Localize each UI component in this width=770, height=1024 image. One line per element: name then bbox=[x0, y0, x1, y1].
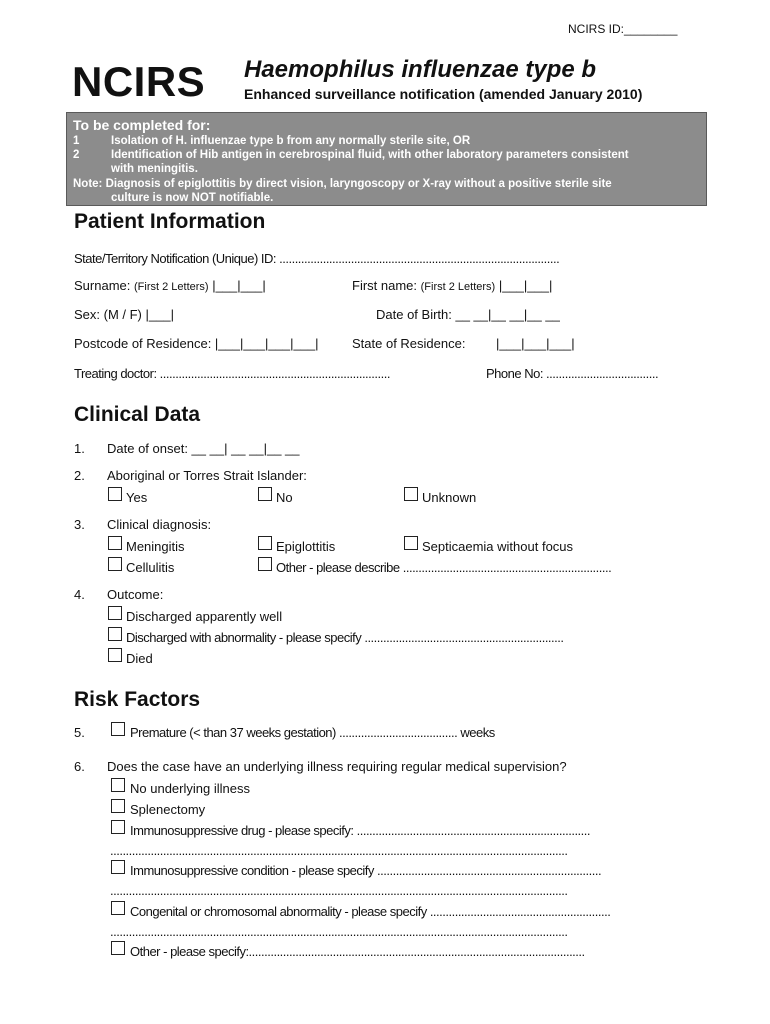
firstname-label: First name: bbox=[352, 278, 418, 293]
sex-field[interactable]: Sex: (M / F) |___| bbox=[74, 307, 174, 322]
immunosuppressive-drug-field[interactable]: Immunosuppressive drug - please specify: ........................................................................... bbox=[130, 823, 591, 838]
state-of-residence-label: State of Residence: bbox=[352, 336, 466, 351]
other-diagnosis-field[interactable]: Other - please describe ................................................................... bbox=[276, 560, 612, 575]
firstname-hint: (First 2 Letters) bbox=[420, 281, 496, 293]
outcome-question: Outcome: bbox=[107, 587, 164, 602]
option-label: Epiglottitis bbox=[276, 539, 336, 554]
surname-boxes[interactable]: |___|___| bbox=[212, 278, 266, 293]
option-label: Yes bbox=[126, 490, 148, 505]
question-number: 3. bbox=[74, 517, 85, 532]
clinical-diagnosis-question: Clinical diagnosis: bbox=[107, 517, 212, 532]
checkbox-epiglottitis[interactable] bbox=[258, 536, 272, 550]
notice-note: Note: Diagnosis of epiglottitis by direct vision, laryngoscopy or X-ray without a positive sterile site bbox=[73, 178, 612, 190]
date-of-birth-field[interactable]: Date of Birth: __ __|__ __|__ __ bbox=[376, 307, 560, 322]
continuation-line[interactable]: ................................................................................................................................................... bbox=[110, 843, 568, 858]
checkbox-other-diagnosis[interactable] bbox=[258, 557, 272, 571]
other-illness-field[interactable]: Other - please specify:............................................................................................................ bbox=[130, 944, 585, 959]
firstname-boxes[interactable]: |___|___| bbox=[498, 278, 553, 293]
form-subtitle: Enhanced surveillance notification (amended January 2010) bbox=[244, 86, 643, 102]
option-label: Discharged apparently well bbox=[126, 609, 283, 624]
question-number: 5. bbox=[74, 725, 85, 740]
postcode-field[interactable]: Postcode of Residence: |___|___|___|___| bbox=[74, 336, 319, 351]
continuation-line[interactable]: ................................................................................................................................................... bbox=[110, 883, 568, 898]
checkbox-yes[interactable] bbox=[108, 487, 122, 501]
checkbox-immunosuppressive-condition[interactable] bbox=[111, 860, 125, 874]
firstname-field[interactable] bbox=[352, 278, 552, 293]
checkbox-congenital-abnormality[interactable] bbox=[111, 901, 125, 915]
question-number: 4. bbox=[74, 587, 85, 602]
date-of-onset-field[interactable]: Date of onset: __ __| __ __|__ __ bbox=[107, 441, 300, 456]
notice-heading: To be completed for: bbox=[73, 117, 211, 133]
continuation-line[interactable]: ................................................................................................................................................... bbox=[110, 924, 568, 939]
option-label: No underlying illness bbox=[130, 781, 250, 796]
treating-doctor-field[interactable]: Treating doctor: .......................................................................... bbox=[74, 366, 390, 381]
checkbox-premature[interactable] bbox=[111, 722, 125, 736]
state-notification-id-field[interactable]: State/Territory Notification (Unique) ID: .......................................................................................... bbox=[74, 251, 560, 266]
section-risk-factors: Risk Factors bbox=[74, 688, 201, 711]
checkbox-meningitis[interactable] bbox=[108, 536, 122, 550]
option-label: Unknown bbox=[422, 490, 477, 505]
section-clinical-data: Clinical Data bbox=[74, 403, 201, 426]
checkbox-no[interactable] bbox=[258, 487, 272, 501]
option-label: Died bbox=[126, 651, 153, 666]
notice-item-text: with meningitis. bbox=[111, 163, 198, 175]
discharged-abnormality-field[interactable]: Discharged with abnormality - please specify ................................................................ bbox=[126, 630, 564, 645]
form-title: Haemophilus influenzae type b bbox=[244, 56, 597, 83]
notice-box bbox=[66, 112, 707, 206]
notice-item-text: Isolation of H. influenzae type b from any normally sterile site, OR bbox=[111, 135, 471, 147]
ncirs-id-field[interactable]: NCIRS ID:________ bbox=[568, 22, 678, 36]
state-of-residence-field[interactable]: |___|___|___| bbox=[496, 336, 575, 351]
option-label: No bbox=[276, 490, 293, 505]
surname-field[interactable] bbox=[74, 278, 266, 293]
congenital-abnormality-field[interactable]: Congenital or chromosomal abnormality - please specify .......................................................... bbox=[130, 904, 611, 919]
immunosuppressive-condition-field[interactable]: Immunosuppressive condition - please specify ........................................................................ bbox=[130, 863, 602, 878]
underlying-illness-question: Does the case have an underlying illness requiring regular medical supervision? bbox=[107, 759, 567, 774]
aboriginal-question: Aboriginal or Torres Strait Islander: bbox=[107, 468, 307, 483]
premature-weeks-field[interactable]: Premature (< than 37 weeks gestation) ...................................... weeks bbox=[130, 725, 495, 740]
checkbox-cellulitis[interactable] bbox=[108, 557, 122, 571]
checkbox-immunosuppressive-drug[interactable] bbox=[111, 820, 125, 834]
option-label: Splenectomy bbox=[130, 802, 206, 817]
checkbox-other-illness[interactable] bbox=[111, 941, 125, 955]
surname-label: Surname: bbox=[74, 278, 131, 293]
notice-item-number: 1 bbox=[73, 135, 80, 147]
checkbox-no-underlying-illness[interactable] bbox=[111, 778, 125, 792]
option-label: Cellulitis bbox=[126, 560, 175, 575]
checkbox-died[interactable] bbox=[108, 648, 122, 662]
notice-item-number: 2 bbox=[73, 149, 80, 161]
phone-field[interactable]: Phone No: .................................... bbox=[486, 366, 659, 381]
notice-item-text: Identification of Hib antigen in cerebrospinal fluid, with other laboratory parameters consistent bbox=[111, 149, 629, 161]
checkbox-discharged-well[interactable] bbox=[108, 606, 122, 620]
section-patient-information: Patient Information bbox=[74, 210, 266, 233]
checkbox-splenectomy[interactable] bbox=[111, 799, 125, 813]
notice-note-cont: culture is now NOT notifiable. bbox=[111, 192, 274, 204]
option-label: Meningitis bbox=[126, 539, 185, 554]
question-number: 2. bbox=[74, 468, 85, 483]
surname-hint: (First 2 Letters) bbox=[134, 281, 209, 293]
question-number: 6. bbox=[74, 759, 85, 774]
option-label: Septicaemia without focus bbox=[422, 539, 574, 554]
question-number: 1. bbox=[74, 441, 85, 456]
checkbox-septicaemia[interactable] bbox=[404, 536, 418, 550]
checkbox-discharged-abnormality[interactable] bbox=[108, 627, 122, 641]
checkbox-unknown[interactable] bbox=[404, 487, 418, 501]
ncirs-logo: NCIRS bbox=[72, 58, 206, 105]
